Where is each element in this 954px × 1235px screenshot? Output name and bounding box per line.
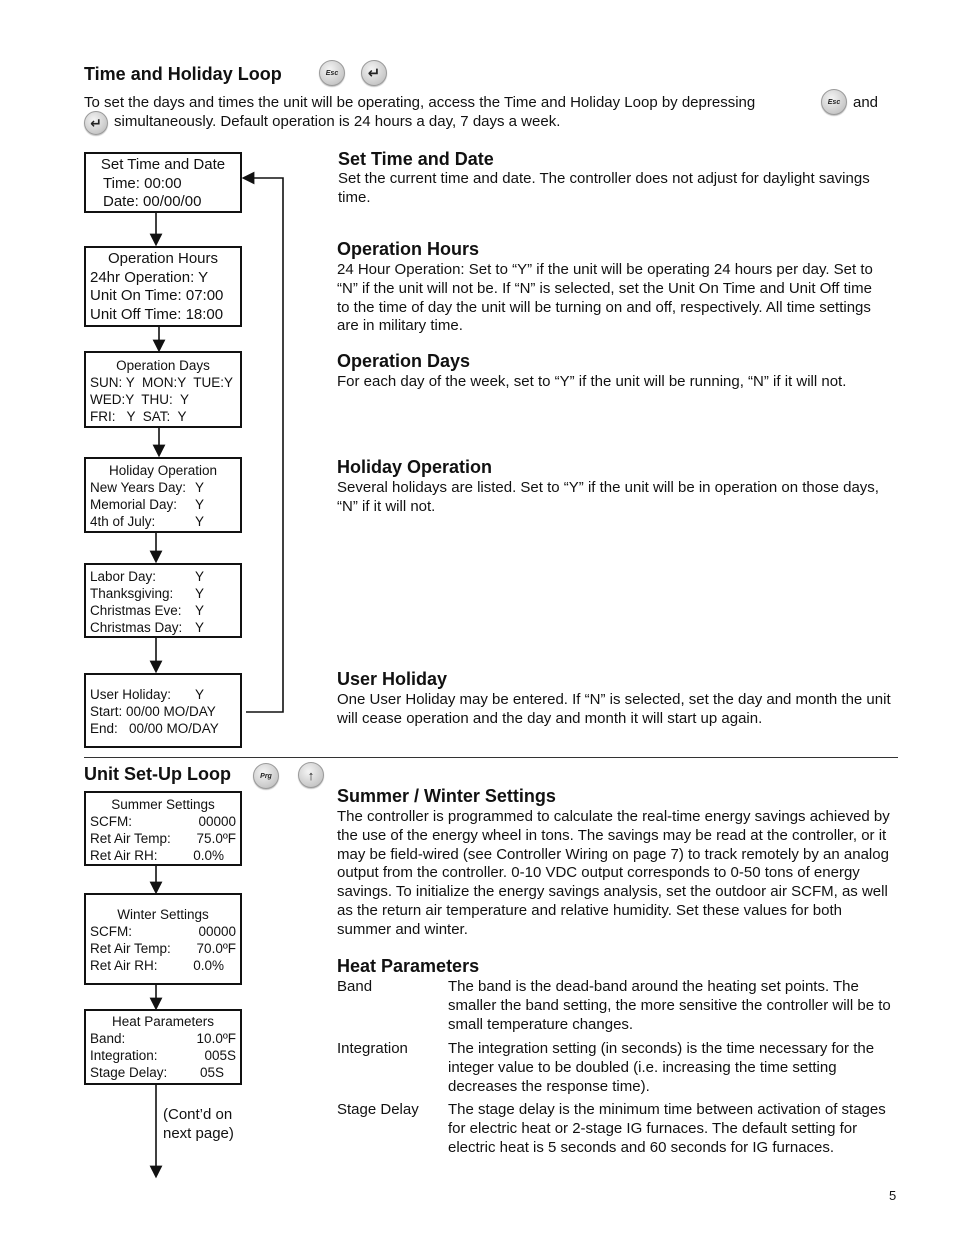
enter-key-icon: ↵ xyxy=(84,111,108,135)
box-line: Unit Off Time: 18:00 xyxy=(90,305,224,323)
user-holiday-box xyxy=(84,673,242,748)
param-text: The band is the dead-band around the heating set points. The smaller the band setting, the more sensitive the controller will be to small temperature changes. xyxy=(448,978,891,1033)
box-line: Unit On Time: 07:00 xyxy=(90,287,224,304)
box-row: SCFM: 00000 xyxy=(90,814,236,829)
desc-heading: Operation Days xyxy=(337,351,471,371)
box-line: Start: 00/00 MO/DAY xyxy=(90,704,216,719)
operation-days-box xyxy=(84,351,242,428)
prg-key-icon: Prg xyxy=(253,763,279,789)
time-date-box xyxy=(84,152,242,213)
box-title: Holiday Operation xyxy=(108,463,218,478)
param-term: Integration xyxy=(337,1040,408,1057)
box-row: Ret Air Temp: 70.0ºF xyxy=(90,941,236,956)
holiday-operation-box xyxy=(84,457,242,533)
box-row: Ret Air RH: 0.0% xyxy=(90,958,224,973)
box-row: Ret Air RH: 0.0% xyxy=(90,848,224,863)
box-row: Ret Air Temp: 75.0ºF xyxy=(90,831,236,846)
esc-key-icon: Esc xyxy=(319,60,345,86)
box-title: Winter Settings xyxy=(117,907,209,922)
operation-hours-box xyxy=(84,246,242,327)
box-line: End: 00/00 MO/DAY xyxy=(90,721,219,736)
desc-body: For each day of the week, set to “Y” if the unit will be running, “N” if it will not. xyxy=(337,373,847,390)
desc-heading: Operation Hours xyxy=(337,239,480,259)
desc-heading: Holiday Operation xyxy=(337,457,493,477)
continued-note: (Cont’d on next page) xyxy=(163,1106,234,1142)
box-line: SUN: Y MON:Y TUE:Y xyxy=(90,375,234,390)
param-text: The integration setting (in seconds) is the time necessary for the integer value to be doubled (i.e. increasing the time setting decreases the response time). xyxy=(448,1040,875,1095)
box-row: Band: 10.0ºF xyxy=(90,1031,236,1046)
enter-key-icon: ↵ xyxy=(361,60,387,86)
box-row: Labor Day: Y xyxy=(90,569,204,584)
box-title: Operation Hours xyxy=(107,250,219,267)
intro-and: and xyxy=(853,94,879,111)
up-arrow-key-icon: ↑ xyxy=(298,762,324,788)
desc-heading: Summer / Winter Settings xyxy=(337,786,556,806)
heat-parameters-box xyxy=(84,1009,242,1085)
box-line: FRI: Y SAT: Y xyxy=(90,409,187,424)
desc-heading: Heat Parameters xyxy=(337,956,480,976)
time-holiday-loop-title: Time and Holiday Loop xyxy=(84,64,282,84)
box-line: WED:Y THU: Y xyxy=(90,392,190,407)
desc-body: Set the current time and date. The controller does not adjust for daylight savings time. xyxy=(338,170,870,206)
esc-key-icon: Esc xyxy=(821,89,847,115)
box-row: 4th of July: Y xyxy=(90,514,204,529)
desc-body: Several holidays are listed. Set to “Y” if the unit will be in operation on those days, “N” if it will not. xyxy=(337,479,879,515)
winter-settings-box xyxy=(84,893,242,985)
param-term: Stage Delay xyxy=(337,1101,419,1118)
box-row: Christmas Eve: Y xyxy=(90,603,204,618)
desc-heading: Set Time and Date xyxy=(338,149,494,169)
box-title: Operation Days xyxy=(116,358,210,373)
box-title: Summer Settings xyxy=(111,797,215,812)
box-row: Thanksgiving: Y xyxy=(90,586,204,601)
box-line: 24hr Operation: Y xyxy=(90,268,209,286)
box-title: Heat Parameters xyxy=(111,1014,215,1029)
box-line: Date: 00/00/00 xyxy=(103,193,202,210)
summer-settings-box xyxy=(84,791,242,866)
param-text: The stage delay is the minimum time between activation of stages for electric heat or 2-stage IG furnaces. The default setting for electric heat is 5 seconds and 60 seconds for IG furnaces. xyxy=(448,1101,886,1156)
box-row: Stage Delay: 05S xyxy=(90,1065,224,1080)
desc-body: One User Holiday may be entered. If “N” is selected, set the day and month the unit will cease operation and the day and month it will start up again. xyxy=(337,691,891,727)
box-row: Integration: 005S xyxy=(90,1048,236,1063)
intro-text-a: To set the days and times the unit will be operating, access the Time and Holiday Loop by depressing xyxy=(84,94,756,111)
box-line: Time: 00:00 xyxy=(103,174,182,192)
unit-setup-loop-title: Unit Set-Up Loop xyxy=(84,764,231,784)
section-divider xyxy=(84,757,898,758)
intro-text-b: simultaneously. Default operation is 24 hours a day, 7 days a week. xyxy=(114,113,561,130)
box-title: Set Time and Date xyxy=(100,156,226,173)
param-term: Band xyxy=(337,978,373,995)
holiday-list-box xyxy=(84,563,242,638)
page-number: 5 xyxy=(889,1188,897,1203)
box-row: User Holiday: Y xyxy=(90,687,204,702)
desc-body: The controller is programmed to calculate the real-time energy savings achieved by the use of the energy wheel in tons. The savings may be read at the controller, or it may be field-wired (see Controller Wiring on page 7) to track remotely by an analog output from the controller. 0-10 VDC output corresponds to 0-50 tons of energy savings. To initialize the energy savings analysis, set the outdoor air SCFM, as well as the return air temperature and relative humidity. Set these values for both summer and winter. xyxy=(337,808,890,938)
box-row: New Years Day: Y xyxy=(90,480,204,495)
box-row: Christmas Day: Y xyxy=(90,620,204,635)
box-row: SCFM: 00000 xyxy=(90,924,236,939)
desc-body: 24 Hour Operation: Set to “Y” if the unit will be operating 24 hours per day. Set to “N” if the unit will not be. If “N” is selected, set the Unit On Time and Unit Off time to the time of day the unit will be turning on and off, respectively. All time settings are in military time. xyxy=(337,261,873,335)
box-row: Memorial Day: Y xyxy=(90,497,204,512)
desc-heading: User Holiday xyxy=(337,669,448,689)
